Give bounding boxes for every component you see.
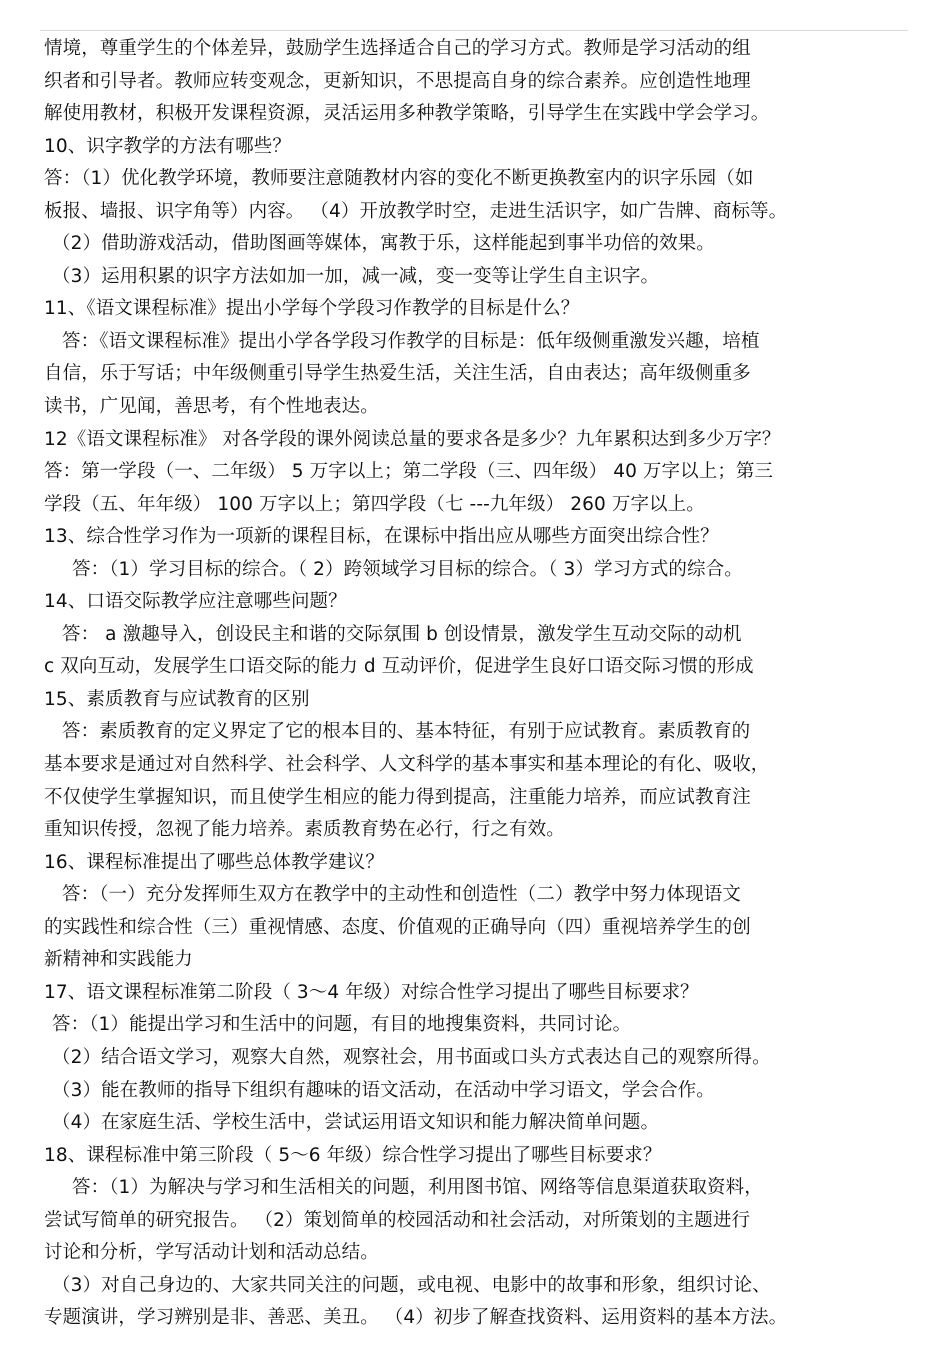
answer-line: 答：第一学段（一、二年级） 5 万字以上；第二学段（三、四年级） 40 万字以上；第三 — [44, 461, 774, 483]
answer-line: （3）能在教师的指导下组织有趣味的语文活动，在活动中学习语文，学会合作。 — [52, 1079, 715, 1101]
answer-line: 答：《语文课程标准》提出小学各学段习作教学的目标是：低年级侧重激发兴趣，培植 — [62, 330, 760, 352]
answer-line: 答：（1）学习目标的综合。（ 2）跨领域学习目标的综合。（ 3）学习方式的综合。 — [72, 558, 743, 580]
answer-line: 自信，乐于写话；中年级侧重引导学生热爱生活，关注生活，自由表达；高年级侧重多 — [44, 363, 751, 385]
answer-line: 答：（1）优化教学环境，教师要注意随教材内容的变化不断更换教室内的识字乐园（如 — [44, 168, 754, 190]
answer-line: （4）在家庭生活、学校生活中，尝试运用语文知识和能力解决简单问题。 — [52, 1112, 660, 1134]
question-16: 16、课程标准提出了哪些总体教学建议？ — [44, 851, 384, 873]
question-12: 12《语文课程标准》 对各学段的课外阅读总量的要求各是多少？九年累积达到多少万字？ — [44, 428, 781, 450]
answer-line: 讨论和分析，学写活动计划和活动总结。 — [44, 1242, 379, 1264]
question-10: 10、识字教学的方法有哪些？ — [44, 135, 291, 157]
answer-line: 答：（一）充分发挥师生双方在教学中的主动性和创造性（二）教学中努力体现语文 — [62, 884, 741, 906]
question-17: 17、语文课程标准第二阶段（ 3～4 年级）对综合性学习提出了哪些目标要求？ — [44, 981, 699, 1003]
document-page — [44, 33, 914, 1335]
answer-line: 答： a 激趣导入，创设民主和谐的交际氛围 b 创设情景，激发学生互动交际的动机 — [62, 623, 742, 645]
answer-line: 基本要求是通过对自然科学、社会科学、人文科学的基本事实和基本理论的有化、吸收， — [44, 754, 770, 776]
question-13: 13、综合性学习作为一项新的课程目标，在课标中指出应从哪些方面突出综合性？ — [44, 526, 719, 548]
text-line: 情境，尊重学生的个体差异，鼓励学生选择适合自己的学习方式。教师是学习活动的组 — [44, 38, 751, 59]
page-top-rule — [40, 30, 908, 31]
answer-line: 重知识传授，忽视了能力培养。素质教育势在必行，行之有效。 — [44, 819, 565, 841]
answer-line: 不仅使学生掌握知识，而且使学生相应的能力得到提高，注重能力培养，而应试教育注 — [44, 786, 751, 808]
answer-line: （3）运用积累的识字方法如加一加，减一减，变一变等让学生自主识字。 — [52, 265, 660, 287]
answer-line: 答：（1）能提出学习和生活中的问题，有目的地搜集资料，共同讨论。 — [52, 1014, 632, 1036]
question-11: 11、《语文课程标准》提出小学每个学段习作教学的目标是什么？ — [44, 298, 580, 320]
answer-line: 板报、墙报、识字角等）内容。 （4）开放教学时空，走进生活识字，如广告牌、商标等。 — [44, 200, 788, 222]
answer-line: 尝试写简单的研究报告。 （2）策划简单的校园活动和社会活动，对所策划的主题进行 — [44, 1209, 751, 1231]
question-15: 15、素质教育与应试教育的区别 — [44, 688, 310, 710]
answer-line: 新精神和实践能力 — [44, 949, 193, 971]
answer-line: 读书，广见闻，善思考，有个性地表达。 — [44, 396, 379, 418]
answer-line: c 双向互动，发展学生口语交际的能力 d 互动评价，促进学生良好口语交际习惯的形成 — [44, 656, 754, 678]
answer-line: 答：（1）为解决与学习和生活相关的问题，利用图书馆、网络等信息渠道获取资料， — [72, 1177, 763, 1199]
answer-line: 学段（五、年年级） 100 万字以上；第四学段（七 ---九年级） 260 万字以上。 — [44, 493, 705, 515]
answer-line: （2）结合语文学习，观察大自然，观察社会，用书面或口头方式表达自己的观察所得。 — [52, 1046, 771, 1068]
answer-line: 专题演讲，学习辨别是非、善恶、美丑。 （4）初步了解查找资料、运用资料的基本方法。 — [44, 1307, 788, 1329]
answer-line: （2）借助游戏活动，借助图画等媒体，寓教于乐，这样能起到事半功倍的效果。 — [52, 233, 715, 255]
answer-line: 的实践性和综合性（三）重视情感、态度、价值观的正确导向（四）重视培养学生的创 — [44, 916, 751, 938]
answer-line: 答：素质教育的定义界定了它的根本目的、基本特征，有别于应试教育。素质教育的 — [62, 721, 751, 743]
answer-line: （3）对自己身边的、大家共同关注的问题，或电视、电影中的故事和形象，组织讨论、 — [52, 1274, 771, 1296]
question-14: 14、口语交际教学应注意哪些问题？ — [44, 591, 347, 613]
text-line: 解使用教材，积极开发课程资源，灵活运用多种教学策略，引导学生在实践中学会学习。 — [44, 103, 770, 125]
question-18: 18、课程标准中第三阶段（ 5～6 年级）综合性学习提出了哪些目标要求？ — [44, 1144, 662, 1166]
text-line: 织者和引导者。教师应转变观念，更新知识，不思提高自身的综合素养。应创造性地理 — [44, 70, 751, 92]
